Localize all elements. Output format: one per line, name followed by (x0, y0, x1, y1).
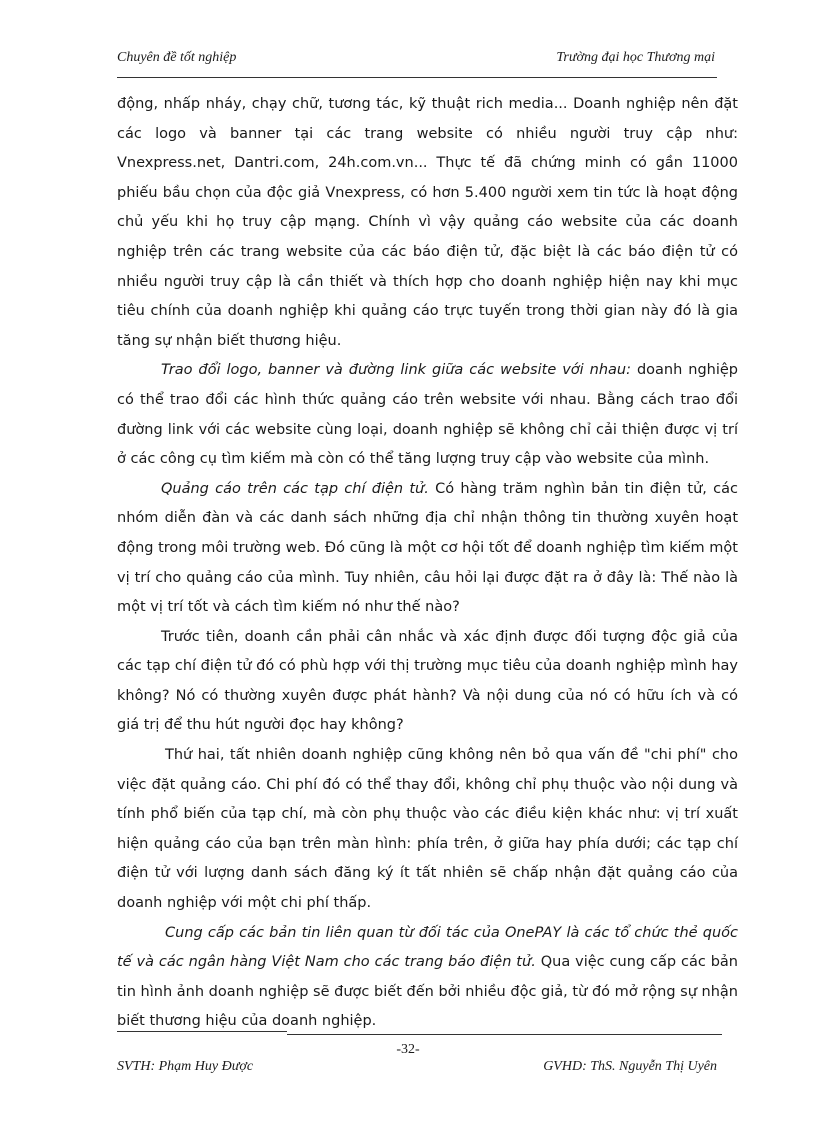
paragraph-3 (117, 475, 738, 623)
footer-rule-right (287, 1034, 722, 1035)
paragraph-6-lead: Cung cấp các bản tin liên quan từ đối tác của OnePAY là các tổ chức thẻ quốc tế và các ngân hàng Việt Nam cho các trang báo điện tử. (117, 924, 738, 971)
header-right: Trường đại học Thương mại (556, 50, 715, 65)
page-footer (117, 1059, 717, 1079)
paragraph-1: động, nhấp nháy, chạy chữ, tương tác, kỹ thuật rich media... Doanh nghiệp nên đặt các logo và banner tại các trang website có nhiều người truy cập như: Vnexpress.net, Dantri.com, 24h.com.vn... Thực tế đã chứng minh có gần 11000 phiếu bầu chọn của độc giả Vnexpress, có hơn 5.400 người xem tin tức là hoạt động chủ yếu khi họ truy cập mạng. Chính vì vậy quảng cáo website của các doanh nghiệp trên các trang website của các báo điện tử, đặc biệt là các báo điện tử có nhiều người truy cập là cần thiết và thích hợp cho doanh nghiệp hiện nay khi mục tiêu chính của doanh nghiệp khi quảng cáo trực tuyến trong thời gian này đó là gia tăng sự nhận biết thương hiệu. (117, 96, 738, 349)
page-header (117, 50, 717, 70)
footer-right: GVHD: ThS. Nguyễn Thị Uyên (543, 1059, 717, 1074)
paragraph-5: Thứ hai, tất nhiên doanh nghiệp cũng không nên bỏ qua vấn đề "chi phí" cho việc đặt quảng cáo. Chi phí đó có thể thay đổi, không chỉ phụ thuộc vào nội dung và tính phổ biến của tạp chí, mà còn phụ thuộc vào các điều kiện khác như: vị trí xuất hiện quảng cáo của bạn trên màn hình: phía trên, ở giữa hay phía dưới; các tạp chí điện tử với lượng danh sách đăng ký ít tất nhiên sẽ chấp nhận đặt quảng cáo của doanh nghiệp với một chi phí thấp. (117, 747, 738, 912)
footer-left: SVTH: Phạm Huy Được (117, 1059, 254, 1074)
paragraph-6-text: Qua việc cung cấp các bản tin hình ảnh doanh nghiệp sẽ được biết đến bởi nhiều độc giả, từ đó mở rộng sự nhận biết thương hiệu của doanh nghiệp. (117, 954, 738, 1030)
paragraph-4: Trước tiên, doanh cần phải cân nhắc và xác định được đối tượng độc giả của các tạp chí điện tử đó có phù hợp với thị trường mục tiêu của doanh nghiệp mình hay không? Nó có thường xuyên được phát hành? Và nội dung của nó có hữu ích và có giá trị để thu hút người đọc hay không? (117, 628, 738, 734)
body-text (117, 90, 738, 1037)
paragraph-3-lead: Quảng cáo trên các tạp chí điện tử. (161, 480, 429, 497)
paragraph-2 (117, 356, 738, 474)
paragraph-3-text: Có hàng trăm nghìn bản tin điện tử, các nhóm diễn đàn và các danh sách những địa chỉ nhận thông tin thường xuyên hoạt động trong môi trường web. Đó cũng là một cơ hội tốt để doanh nghiệp tìm kiếm một vị trí cho quảng cáo của mình. Tuy nhiên, câu hỏi lại được đặt ra ở đây là: Thế nào là một vị trí tốt và cách tìm kiếm nó như thế nào? (117, 480, 738, 616)
footer-rule-left (117, 1031, 287, 1032)
paragraph-2-text: doanh nghiệp có thể trao đổi các hình thức quảng cáo trên website với nhau. Bằng cách trao đổi đường link với các website cùng loại, doanh nghiệp sẽ không chỉ cải thiện được vị trí ở các công cụ tìm kiếm mà còn có thể tăng lượng truy cập vào website của mình. (117, 362, 739, 468)
header-rule (117, 77, 717, 78)
paragraph-6 (117, 919, 738, 1037)
header-left: Chuyên đề tốt nghiệp (117, 50, 237, 65)
paragraph-2-lead: Trao đổi logo, banner và đường link giữa các website với nhau: (161, 362, 631, 379)
page-number: -32- (396, 1042, 420, 1057)
